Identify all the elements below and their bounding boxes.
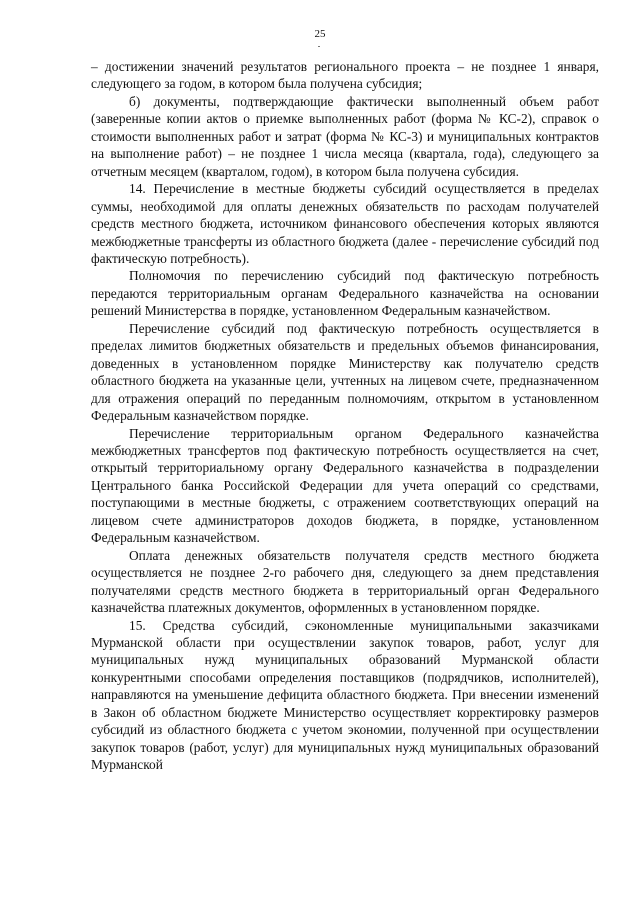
paragraph-limits: Перечисление субсидий под фактическую потребность осуществляется в пределах лимитов бюджетных обязательств и предельных объемов финансирования, доведенных в установленном порядке Министерству как получателю средств областного бюджета на указанные цели, учтенных на лицевом счете, предназначенном для отражения операций по переданным полномочиям, открытом в установленном Федеральным казначейством порядке. — [91, 320, 599, 424]
scan-artifact — [318, 46, 320, 47]
document-body — [91, 58, 599, 774]
paragraph-treasury-transfer: Перечисление территориальным органом Федерального казначейства межбюджетных трансфертов под фактическую потребность осуществляется на счет, открытый территориальному органу Федерального казначейства в подразделении Центрального банка Российской Федерации для учета операций со средствами, поступающими в местные бюджеты, с отражением соответствующих операций на лицевом счете администраторов доходов бюджета, в порядке, установленном Федеральным казначейством. — [91, 425, 599, 546]
paragraph-powers-transfer: Полномочия по перечислению субсидий под фактическую потребность передаются территориальным органам Федерального казначейства на основании решений Министерства в порядке, установленном Федеральным казначейством. — [91, 268, 599, 319]
paragraph-payment-obligations: Оплата денежных обязательств получателя средств местного бюджета осуществляется не позднее 2-го рабочего дня, следующего за днем представления получателями средств местного бюджета в территориальный орган Федерального казначейства платежных документов, оформленных в установленном порядке. — [91, 547, 599, 616]
paragraph-deadline-regional-project: – достижении значений результатов регионального проекта – не позднее 1 января, следующего за годом, в котором была получена субсидия; — [91, 59, 599, 92]
page-number: 25 — [314, 28, 326, 40]
paragraph-15-savings: 15. Средства субсидий, сэкономленные муниципальными заказчиками Мурманской области при осуществлении закупок товаров, работ, услуг для муниципальных нужд муниципальных образований Мурманской области конкурентными способами определения поставщиков (подрядчиков, исполнителей), направляются на уменьшение дефицита областного бюджета. При внесении изменений в Закон об областном бюджете Министерство осуществляет корректировку размеров субсидий из областного бюджета с учетом экономии, полученной при осуществлении закупок товаров (работ, услуг) для муниципальных нужд муниципальных образований Мурманской — [91, 617, 599, 773]
paragraph-item-b-documents: б) документы, подтверждающие фактически выполненный объем работ (заверенные копии актов о приемке выполненных работ (форма № КС-2), справок о стоимости выполненных работ и затрат (форма № КС-3) и муниципальных контрактов на выполнение работ) – не позднее 1 числа месяца (квартала, года), следующего за отчетным месяцем (кварталом, годом), в котором была получена субсидия. — [91, 93, 599, 179]
paragraph-14-transfer: 14. Перечисление в местные бюджеты субсидий осуществляется в пределах суммы, необходимой для оплаты денежных обязательств по расходам получателей средств местного бюджета, источником финансового обеспечения которых являются межбюджетные трансферты из областного бюджета (далее - перечисление субсидий под фактическую потребность). — [91, 181, 599, 266]
